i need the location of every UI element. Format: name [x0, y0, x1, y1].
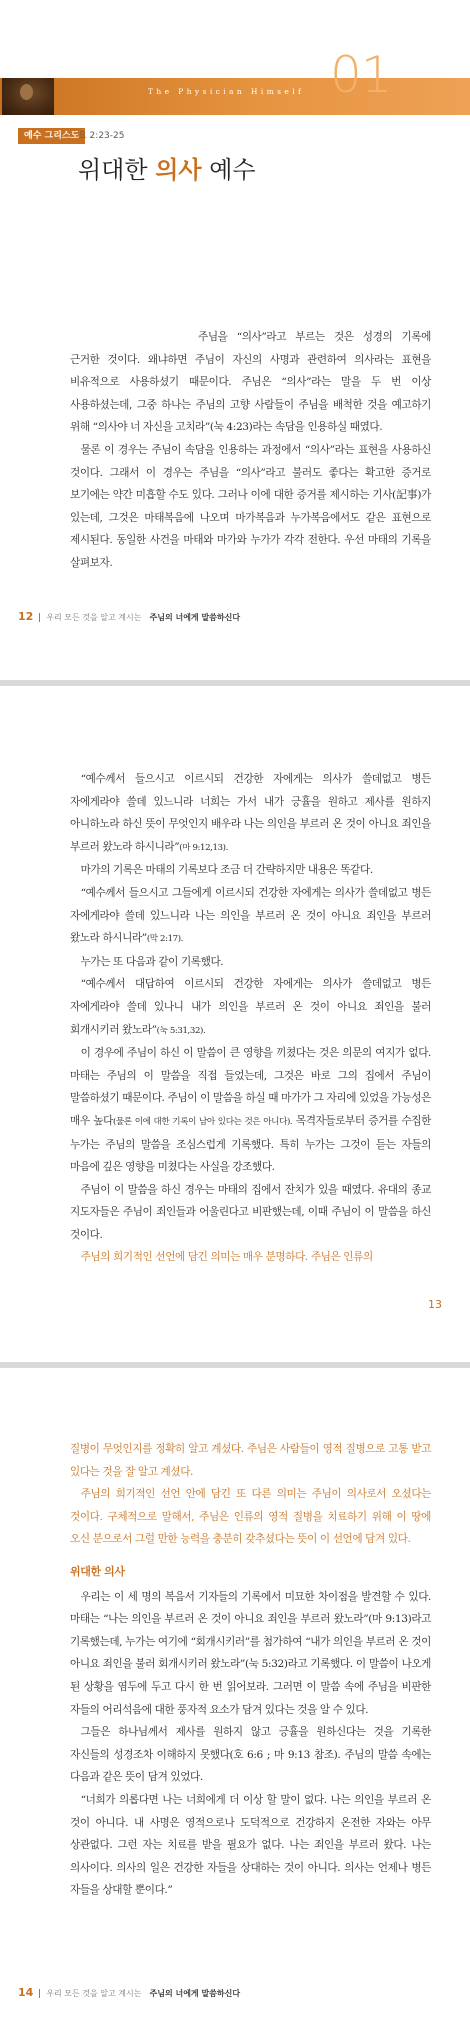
paragraph [70, 768, 431, 859]
page-13 [0, 686, 470, 1362]
paragraph [70, 973, 431, 1042]
paragraph-text: 목격자들로부터 증거를 수집한 누가는 주님의 말씀을 조심스럽게 기록했다. 특히 누가는 그것이 듣는 자들의 마음에 깊은 영향을 미쳤다는 사실을 강조했다. [70, 1114, 431, 1174]
body-text [70, 768, 431, 1269]
page-12 [0, 0, 470, 680]
paragraph: 우리는 이 세 명의 복음서 기자들의 기록에서 미묘한 차이점을 발견할 수 있다. 마태는 “나는 의인을 부르러 온 것이 아니요 죄인을 부르러 왔노라”(마 9:13)라고 기록했는데, 누가는 여기에 “회개시키러”를 첨가하여 “내가 의인을 부르러 온 것이 아니요 죄인을 불러 회개시키러 왔노라”(눅 5:32)라고 기록했다. 이 말씀이 나오게 된 상황을 염두에 두고 다시 한 번 읽어보라. 그러면 이 말씀 속에 주님을 비판한 자들의 어리석음에 대한 풍자적 요소가 담겨 있다는 것을 알 수 있다. [70, 1590, 431, 1716]
footer-book-title: 주님의 너에게 말씀하신다 [149, 1989, 241, 1998]
paragraph: 그들은 하나님께서 제사를 원하지 않고 긍휼을 원하신다는 것을 기록한 자신들의 성경조차 이해하지 못했다(호 6:6 ; 마 9:13 참조). 주님의 말씀 속에는 다음과 같은 뜻이 담겨 있었다. [70, 1726, 431, 1784]
page-number: 12 [18, 610, 34, 623]
paragraph: 주님을 “의사”라고 부르는 것은 성경의 기록에 근거한 것이다. 왜냐하면 주님이 자신의 사명과 관련하여 의사라는 표현을 비유적으로 사용하셨기 때문이다. 주님은 “의사”라는 말을 두 번 이상 사용하셨는데, 그중 하나는 주님의 고향 사람들이 주님을 배척한 것을 예고하기 위해 “의사야 너 자신을 고치라”(눅 4:23)라는 속담을 인용하실 때였다. [70, 331, 431, 434]
footer-book-title: 주님의 너에게 말씀하신다 [149, 613, 241, 622]
page-14 [0, 1368, 470, 2038]
quote-text: “예수께서 들으시고 이르시되 건강한 자에게는 의사가 쓸데없고 병든 자에게라야 쓸데 있느니라 너희는 가서 내가 긍휼을 원하고 제사를 원하지 아니하노라 하신 뜻이 무엇인지 배우라 나는 의인을 부르러 온 것이 아니요 죄인을 부르러 왔노라 하시니라” [70, 773, 431, 853]
title-part: 위대한 [78, 156, 156, 184]
body-text [70, 326, 431, 575]
inline-note: (물론 이에 대한 기록이 남아 있다는 것은 아니다). [112, 1116, 293, 1127]
quote-text: “예수께서 대답하여 이르시되 건강한 자에게는 의사가 쓸데없고 병든 자에게라야 쓸데 있나니 내가 의인을 부르러 온 것이 아니요 죄인을 불러 회개시키러 왔노라” [70, 978, 431, 1036]
page-number: 13 [428, 1298, 442, 1311]
christ-portrait-image [2, 78, 54, 115]
chapter-banner [0, 78, 470, 115]
banner-subtitle: The Physician Himself [148, 87, 305, 96]
chapter-number: 01 [330, 46, 392, 104]
quote-text: “예수께서 들으시고 그들에게 이르시되 건강한 자에게는 의사가 쓸데없고 병든 자에게라야 쓸데 있느니라 나는 의인을 부르러 온 것이 아니요 죄인을 부르러 왔노라 하시니라” [70, 886, 431, 945]
scripture-ref: (막 2:17). [146, 934, 183, 945]
title-part: 예수 [201, 156, 256, 184]
paragraph: 마가의 기록은 마태의 기록보다 조금 더 간략하지만 내용은 똑같다. [80, 864, 373, 877]
highlight-paragraph: 주님의 희기적인 선언 안에 담긴 또 다른 의미는 주님이 의사로서 오셨다는 것이다. 구체적으로 말해서, 주님은 인류의 영적 질병을 치료하기 위해 이 땅에 오신 분으로서 그럴 만한 능력을 충분히 갖추셨다는 뜻이 이 선언에 담겨 있다. [70, 1488, 431, 1546]
footer-divider [39, 1989, 40, 1998]
page-footer [18, 610, 240, 623]
paragraph: “너희가 의롭다면 나는 너희에게 더 이상 할 말이 없다. 나는 의인을 부르러 온 것이 아니다. 내 사명은 영적으로나 도덕적으로 건강하지 온전한 자와는 아무 상관없다. 그런 자는 치료를 받을 필요가 없다. 나는 죄인을 부르러 왔다. 나는 의사이다. 의사의 일은 건강한 자들을 상대하는 것이 아니다. 의사는 언제나 병든 자들을 상대할 뿐이다.” [70, 1793, 431, 1897]
body-text [70, 1438, 431, 1902]
section-heading: 위대한 의사 [70, 1564, 125, 1578]
scripture-ref: (마 9:12,13). [179, 842, 228, 853]
paragraph [70, 1042, 431, 1179]
footer-divider [39, 613, 40, 622]
chapter-title [78, 150, 256, 185]
paragraph: 주님이 이 말씀을 하신 경우는 마태의 집에서 잔치가 있을 때였다. 유대의 종교 지도자들은 주님이 죄인들과 어울린다고 비판했는데, 이때 주님이 이 말씀을 하신 것이다. [70, 1183, 431, 1241]
footer-series: 우리 모든 것을 알고 계시는 [46, 613, 142, 622]
footer-series: 우리 모든 것을 알고 계시는 [46, 1989, 142, 1998]
chapter-scripture-ref: 요 2:23-25 [78, 131, 125, 141]
scripture-ref: (눅 5:31,32). [156, 1025, 206, 1036]
paragraph: 누가는 또 다음과 같이 기록했다. [80, 955, 224, 968]
highlight-paragraph: 질병이 무엇인지를 정확히 알고 계셨다. 주님은 사람들이 영적 질병으로 고통 받고 있다는 것을 잘 알고 계셨다. [70, 1443, 431, 1478]
paragraph [70, 882, 431, 951]
title-highlight: 의사 [155, 155, 202, 184]
page-footer [18, 1986, 240, 1999]
chapter-tag: 예수 그리스도 [18, 128, 85, 144]
page-number: 14 [18, 1986, 34, 1999]
highlight-paragraph: 주님의 희기적인 선언에 담긴 의미는 매우 분명하다. 주님은 인류의 [80, 1251, 373, 1264]
paragraph-text: 이 경우에 주님이 하신 이 말씀이 큰 영향을 끼쳤다는 것은 의문의 여지가 없다. 마태는 주님의 이 말씀을 직접 들었는데, 그것은 바로 그의 집에서 주님이 말씀하셨기 때문이다. 주님이 이 말씀을 하실 때 마가가 그 자리에 있었을 가능성은 매우 높다 [70, 1047, 431, 1127]
paragraph: 물론 이 경우는 주님이 속담을 인용하는 과정에서 “의사”라는 표현을 사용하신 것이다. 그래서 이 경우는 주님을 “의사”라고 불러도 좋다는 확고한 증거로 보기에는 약간 미흡할 수도 있다. 그러나 이에 대한 증거를 제시하는 기사(記事)가 있는데, 그것은 마태복음에 나오며 마가복음과 누가복음에서도 같은 표현으로 제시된다. 동일한 사건을 마태와 마가와 누가가 각각 전한다. 우선 마태의 기록을 살펴보자. [70, 443, 431, 569]
